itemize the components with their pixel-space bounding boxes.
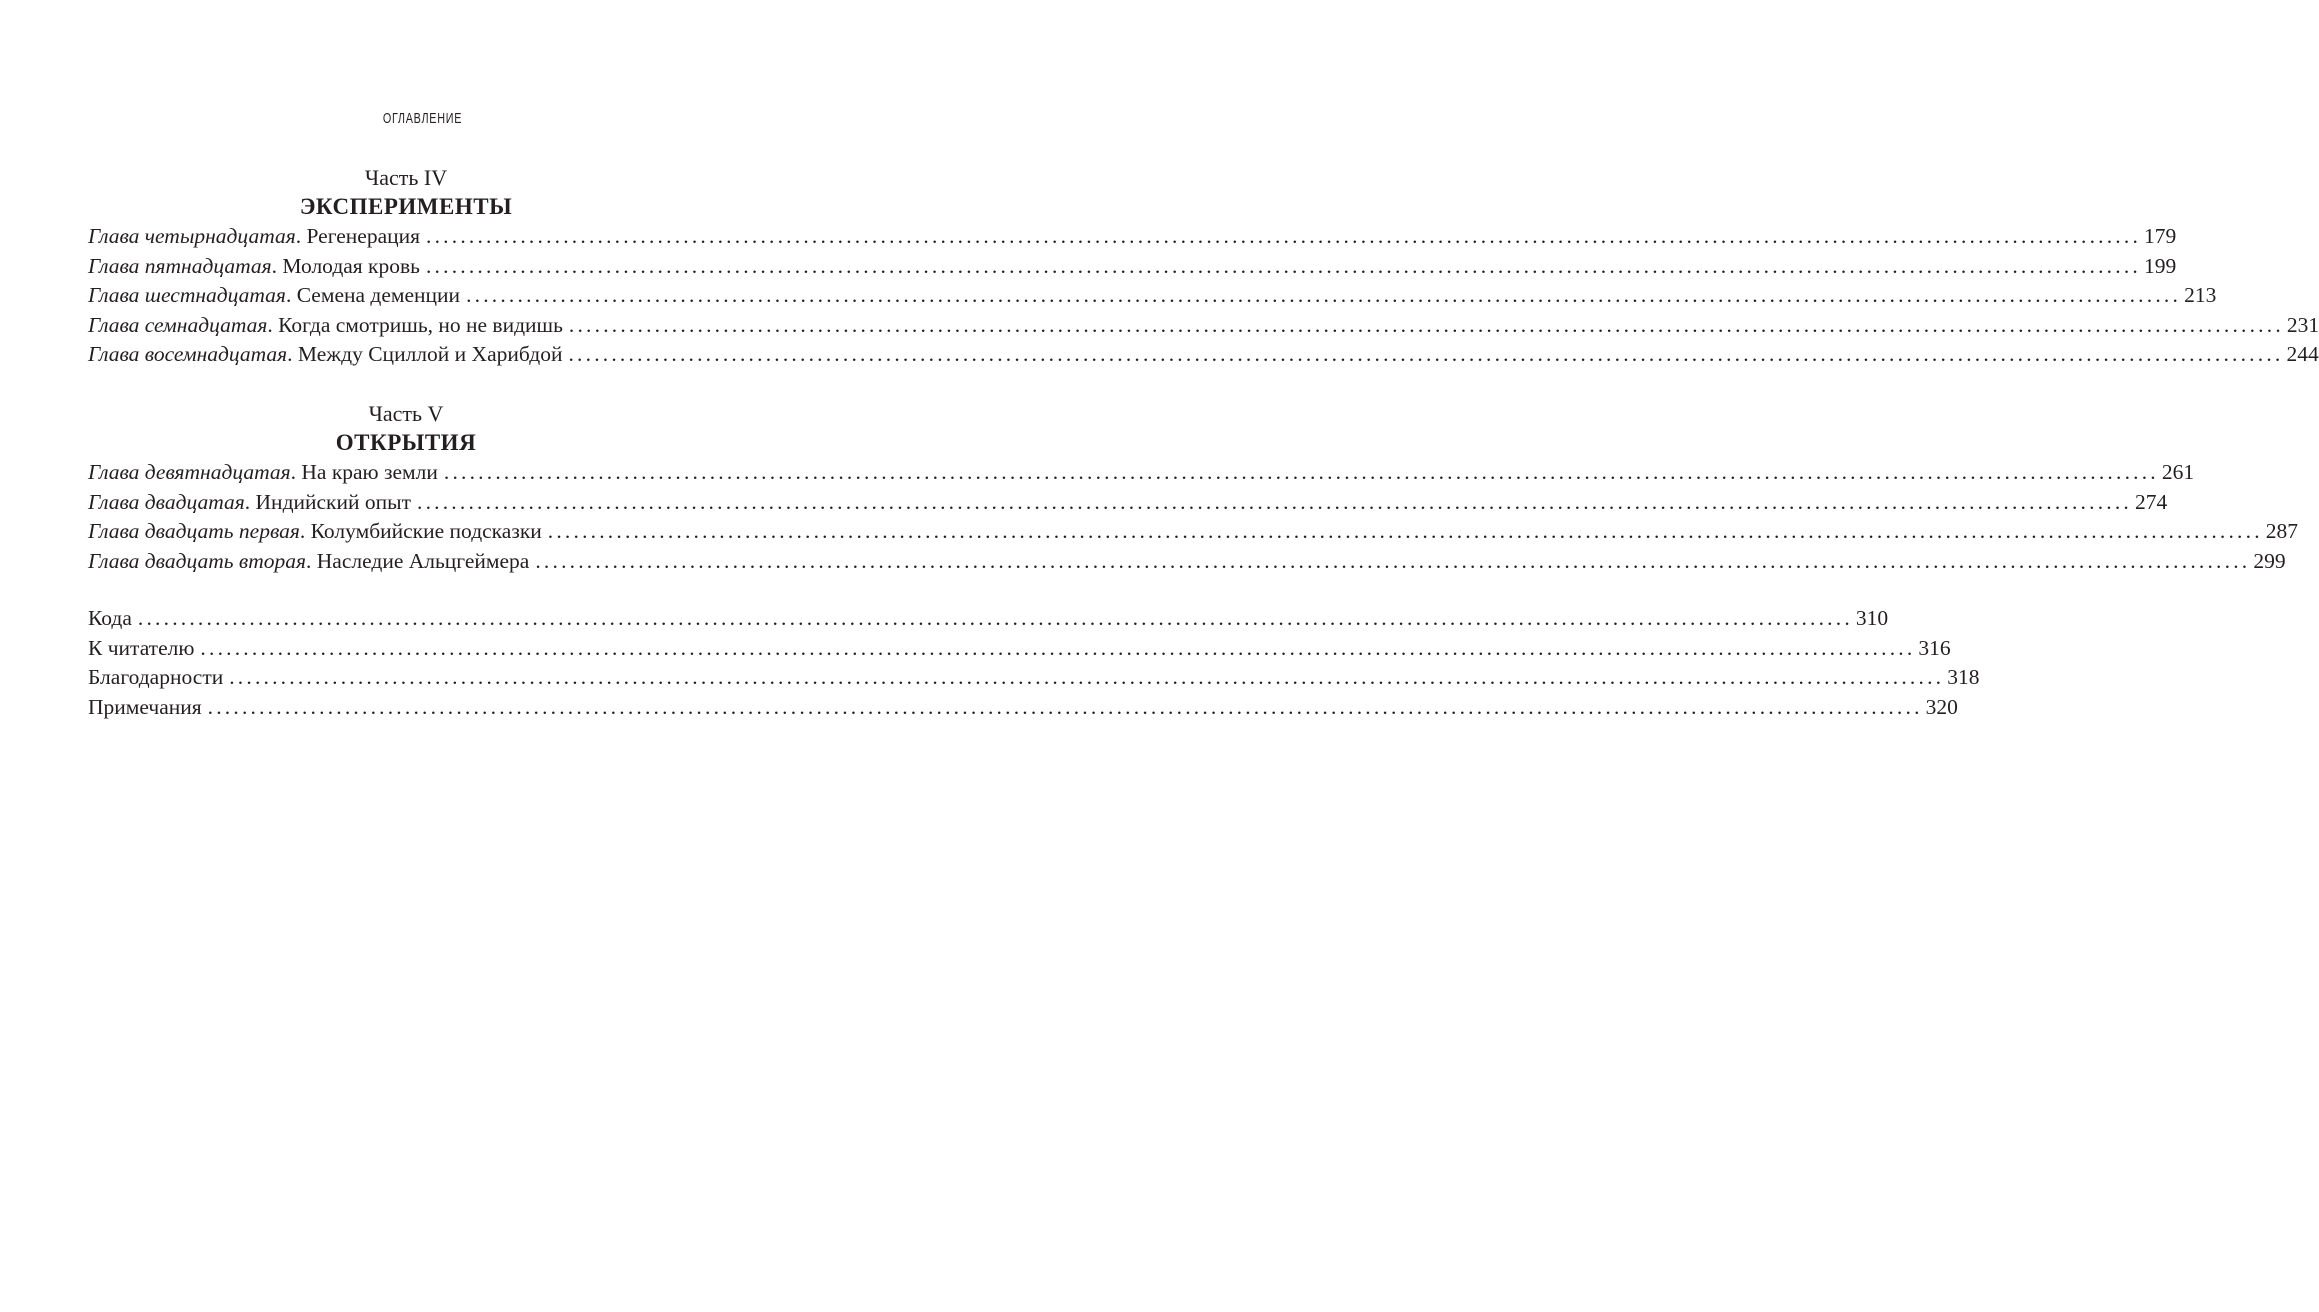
dot-leader: ........................................................................................................................................................................................................ bbox=[417, 489, 2132, 514]
part-title: ОТКРЫТИЯ bbox=[335, 430, 477, 455]
toc-entry[interactable] bbox=[88, 604, 1889, 634]
toc-entry[interactable] bbox=[88, 547, 2286, 577]
chapter-number: Глава шестнадцатая bbox=[88, 283, 286, 307]
toc-entry-title: Глава шестнадцатая. Семена деменции bbox=[88, 283, 461, 307]
chapter-number: Глава четырнадцатая bbox=[88, 224, 296, 248]
chapter-number: Глава восемнадцатая bbox=[88, 342, 288, 366]
part-label: Часть V bbox=[368, 401, 444, 426]
chapter-title: Наследие Альцгеймера bbox=[316, 548, 530, 573]
chapter-title: На краю земли bbox=[301, 460, 438, 484]
toc-entry[interactable] bbox=[88, 311, 2319, 341]
dot-leader: ........................................................................................................................................................................................................ bbox=[200, 635, 1916, 660]
page-number: 320 bbox=[1925, 694, 1958, 719]
toc-list bbox=[88, 604, 1980, 722]
page-number: 274 bbox=[2135, 489, 2168, 514]
chapter-title: Между Сциллой и Харибдой bbox=[297, 342, 563, 366]
part-label: Часть IV bbox=[364, 165, 448, 190]
toc-entry-title: Глава четырнадцатая. Регенерация bbox=[88, 224, 421, 248]
dot-leader: ........................................................................................................................................................................................................ bbox=[568, 312, 2284, 337]
dot-leader: ........................................................................................................................................................................................................ bbox=[229, 665, 1945, 689]
chapter-title: Семена деменции bbox=[296, 283, 461, 307]
toc-entry[interactable] bbox=[88, 252, 2177, 282]
toc-list bbox=[88, 222, 2319, 370]
page-number: 179 bbox=[2144, 224, 2177, 248]
page-number: 318 bbox=[1947, 665, 1980, 689]
chapter-title: Молодая кровь bbox=[282, 253, 420, 278]
page-number: 244 bbox=[2286, 342, 2319, 366]
toc-entry[interactable] bbox=[88, 693, 1958, 723]
dot-leader: ........................................................................................................................................................................................................ bbox=[535, 548, 2251, 573]
toc-entry[interactable] bbox=[88, 663, 1980, 693]
dot-leader: ........................................................................................................................................................................................................ bbox=[425, 253, 2141, 278]
dot-leader: ........................................................................................................................................................................................................ bbox=[443, 460, 2159, 484]
chapter-number: Глава двадцать первая bbox=[88, 519, 300, 543]
toc-entry[interactable] bbox=[88, 634, 1951, 664]
page-number: 310 bbox=[1855, 606, 1889, 630]
chapter-number: Глава двадцать вторая bbox=[88, 548, 307, 573]
page-number: 199 bbox=[2143, 253, 2177, 278]
toc-list bbox=[88, 458, 2299, 576]
toc-entry-title: Благодарности bbox=[88, 665, 224, 689]
toc-entry-title: К читателю bbox=[88, 635, 195, 660]
page-number: 299 bbox=[2253, 548, 2286, 573]
toc-entry-title: Глава двадцатая. Индийский опыт bbox=[88, 489, 411, 514]
part-iv-section bbox=[88, 164, 2319, 370]
part-title: ЭКСПЕРИМЕНТЫ bbox=[299, 194, 513, 219]
toc-entry-title: Глава семнадцатая. Когда смотришь, но не видишь bbox=[88, 312, 563, 337]
toc-entry-title: Глава двадцать вторая. Наследие Альцгеймера bbox=[88, 548, 530, 573]
dot-leader: ........................................................................................................................................................................................................ bbox=[207, 694, 1923, 719]
running-head: ОГЛАВЛЕНИЕ bbox=[382, 110, 463, 127]
page-number: 231 bbox=[2286, 312, 2319, 337]
dot-leader: ........................................................................................................................................................................................................ bbox=[466, 283, 2182, 307]
toc-entry[interactable] bbox=[88, 222, 2177, 252]
chapter-title: Колумбийские подсказки bbox=[310, 519, 542, 543]
chapter-number: Глава двадцатая bbox=[88, 489, 245, 514]
toc-entry-title: Глава двадцать первая. Колумбийские подсказки bbox=[88, 519, 542, 543]
chapter-number: Глава семнадцатая bbox=[88, 312, 268, 337]
page-number: 261 bbox=[2161, 460, 2195, 484]
toc-entry[interactable] bbox=[88, 517, 2299, 547]
dot-leader: ........................................................................................................................................................................................................ bbox=[426, 224, 2142, 248]
dot-leader: ........................................................................................................................................................................................................ bbox=[568, 342, 2284, 366]
page-number: 213 bbox=[2184, 283, 2217, 307]
toc-entry-title: Глава пятнадцатая. Молодая кровь bbox=[88, 253, 420, 278]
toc-entry[interactable] bbox=[88, 340, 2319, 370]
dot-leader: ........................................................................................................................................................................................................ bbox=[547, 519, 2263, 543]
toc-entry[interactable] bbox=[88, 458, 2195, 488]
chapter-number: Глава девятнадцатая bbox=[88, 460, 291, 484]
toc-entry-title: Кода bbox=[88, 606, 132, 630]
dot-leader: ........................................................................................................................................................................................................ bbox=[137, 606, 1853, 630]
page-number: 287 bbox=[2265, 519, 2299, 543]
chapter-title: Когда смотришь, но не видишь bbox=[278, 312, 563, 337]
toc-entry-title: Примечания bbox=[88, 694, 202, 719]
page-number: 316 bbox=[1918, 635, 1951, 660]
toc-entry[interactable] bbox=[88, 488, 2168, 518]
chapter-title: Регенерация bbox=[306, 224, 421, 248]
chapter-number: Глава пятнадцатая bbox=[88, 253, 272, 278]
back-matter-section bbox=[88, 604, 1980, 722]
toc-entry[interactable] bbox=[88, 281, 2217, 311]
part-v-section bbox=[88, 400, 2299, 576]
toc-entry-title: Глава девятнадцатая. На краю земли bbox=[88, 460, 438, 484]
chapter-title: Индийский опыт bbox=[255, 489, 411, 514]
toc-entry-title: Глава восемнадцатая. Между Сциллой и Харибдой bbox=[88, 342, 563, 366]
